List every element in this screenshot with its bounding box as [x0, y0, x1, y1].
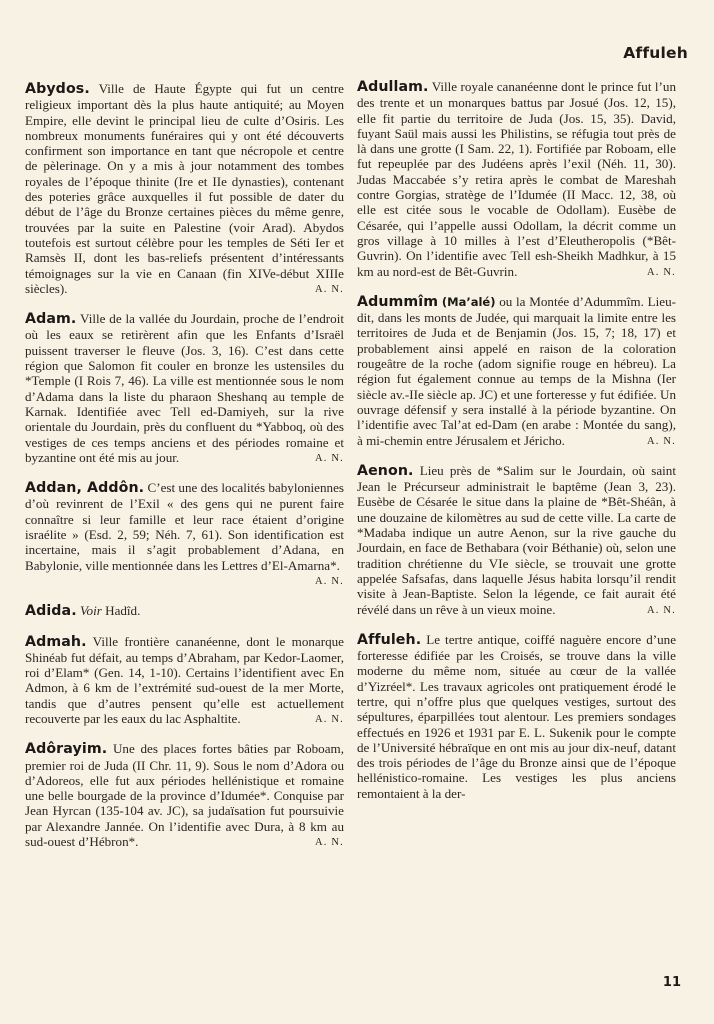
entry-adullam [357, 79, 676, 280]
author-signature: A. N. [646, 435, 676, 447]
entry-admah [25, 634, 344, 728]
headword: Adida. [25, 603, 77, 620]
entry-text: Une des places fortes bâties par Roboam, premier roi de Juda (II Chr. 11, 9). Sous le nom d’Adora ou d’Adoreos, elle fut aux périodes hellénistique et romaine une belle bourgade de la province d’Idumée*. Conquise par Jean Hyrcan (135-104 av. JC), sa judaïsation fut poursuivie par Alexandre Jannée. On l’identifie avec Dura, à 8 km au sud-ouest d’Hébron*. [25, 741, 344, 850]
entry-text: ou la Montée d’Adummîm. Lieu-dit, dans les monts de Judée, qui marquait la limite entre les territoires de Juda et de Benjamin (Jos. 15, 7; 18, 17) et probablement ainsi appelé en raison de la coloration rougeâtre de la roche (adom signifie rouge en hébreu). La région fut également connue au temps de la Mishna (Ier siècle av.-IIe siècle ap. JC) et une forteresse y fut édifiée. Un ouvrage défensif y sera installé à la période byzantine. On l’identifie avec Tal’at ed-Dam (en arabe : Montée du sang), à mi-chemin entre Jérusalem et Jéricho. [357, 293, 676, 448]
entry-abydos [25, 81, 344, 297]
author-signature: A. N. [646, 604, 676, 616]
headword: Admah. [25, 633, 87, 650]
headword: Adullam. [357, 79, 429, 95]
entry-text: C’est une des localités babyloniennes d’où revinrent de l’Exil « des gens qui ne purent faire connaître si leur famille et leur race étaient d’origine israélite » (Esd. 2, 59; Néh. 7, 61). Son identification est incertaine, mais il s’agit probablement d’Adana, en Babylonie, ville mentionnée dans les Lettres d’El-Amarna*. [25, 480, 344, 573]
entry-aenon [357, 463, 676, 618]
page-number: 11 [662, 975, 681, 990]
author-signature: A. N. [646, 266, 676, 278]
entry-adida [25, 603, 344, 619]
author-signature: A. N. [314, 837, 344, 849]
headword: Aenon. [357, 462, 414, 479]
headword: Adôrayim. [25, 741, 108, 758]
entry-text: Lieu près de *Salim sur le Jourdain, où saint Jean le Précurseur administrait le baptême (Jean 3, 23). Eusèbe de Césarée le situe dans la plaine de *Bêt-Shéân, à une douzaine de kilomètres au sud de cette ville. La carte de *Madaba indique un autre Aenon, sur la rive gauche du Jourdain, en face de Bethabara (voir Béthanie) où, selon une tradition chrétienne du VIe siècle, se trouvait une grotte appelée Safsafas, dans laquelle Jésus habita lorsqu’il rendit visite à Jean-Baptiste. Selon la légende, ce fait aurait été révélé dans un rêve à un vieux moine. [357, 462, 676, 617]
left-column [25, 81, 344, 864]
entry-text: Ville frontière cananéenne, dont le monarque Shinéab fut défait, au temps d’Abraham, par Kedor-Laomer, roi d’Elam* (Gen. 14, 1-10). Certains l’identifient avec En Admon, à 6 km de l’extrémité sud-ouest de la mer Morte, tandis que d’autres pensent qu’elle est actuellement recouverte par les eaux du lac Asphaltite. [25, 633, 344, 726]
entry-addan [25, 480, 344, 589]
headword: Adummîm [357, 293, 439, 310]
cross-reference-link[interactable]: Hadîd. [105, 603, 141, 619]
entry-adummim [357, 294, 676, 449]
entry-text: Ville de la vallée du Jourdain, proche de l’endroit où les eaux se retirèrent afin que les Enfants d’Israël puissent traverser le fleuve (Jos. 3, 16). C’est dans cette région que Salomon fit couler en bronze les ustensiles du *Temple (I Rois 7, 46). La ville est mentionnée sous le nom d’Adama dans la liste du pharaon Sheshanq au temple de Karnak. Identifiée avec Tell ed-Damiyeh, sur la rive orientale du Jourdain, près du confluent du *Yabboq, où des vestiges de ces temps anciens et des périodes romaine et byzantine ont été mis au jour. [25, 311, 344, 465]
entry-adam [25, 311, 344, 466]
entry-text: Ville royale cananéenne dont le prince fut l’un des trente et un monarques battus par Josué (Jos. 12, 15), elle fit partie du territoire de Juda (Jos. 15, 35). David, fuyant Saül mais aussi les Philistins, se réfugia tout près de là dans une grotte (I Sam. 22, 1). Fortifiée par Roboam, elle fut repeuplée par des Judéens après l’exil (Néh. 11, 30). Judas Maccabée s’y retira après le combat de Mareshah contre Gorgias, stratège de l’Idumée (II Macc. 12, 38, où elle est citée sous le vocable de Odollam). Eusèbe de Césarée, qui l’appelle aussi Odollam, la décrit comme un gros village à 10 milles à l’est d’Eleutheropolis (*Bêt-Guvrin). On l’identifie avec Tell esh-Sheikh Madhkur, à 15 km au nord-est de Bêt-Guvrin. [357, 79, 676, 279]
author-signature: A. N. [314, 452, 344, 464]
right-column [357, 79, 676, 815]
headword: Addan, Addôn. [25, 480, 145, 497]
author-signature: A. N. [314, 283, 344, 295]
headword: Affuleh. [357, 631, 422, 648]
running-head: Affuleh [623, 44, 688, 62]
author-signature: A. N. [314, 713, 344, 725]
author-signature: A. N. [314, 575, 344, 587]
headword-qualifier: (Ma’alé) [441, 294, 496, 309]
entry-affuleh [357, 632, 676, 801]
headword: Abydos. [25, 81, 90, 97]
entry-adorayim [25, 741, 344, 850]
voir-label: Voir [80, 603, 102, 619]
headword: Adam. [25, 311, 77, 328]
entry-text: Le tertre antique, coiffé naguère encore d’une forteresse édifiée par les Croisés, se trouve dans la ville moderne du même nom, située au cœur de la vallée d’Yizréel*. Les travaux agricoles ont pratiquement érodé le tertre, qui n’offre plus que quelques vestiges, surtout des sépultures, éparpillées tout alentour. Les premiers sondages effectués en 1926 et 1931 par E. L. Sukenik pour le compte de l’Université hébraïque en ont mis au jour dix-neuf, datant des trois périodes de l’âge du Bronze ainsi que de l’époque hellénistico-romaine. Les vestiges les plus anciens remontaient à la der- [357, 631, 677, 801]
entry-text: Ville de Haute Égypte qui fut un centre religieux important dès la plus haute antiquité; au Moyen Empire, elle devint le principal lieu de culte d’Osiris. Les nombreux monuments funéraires qui y ont été découverts confirment son importance en tant que nécropole et centre de pèlerinage. On y a mis à jour notamment des tombes royales de l’époque thinite (Ire et IIe dynasties), contenant des poteries grâce auxquelles il fut possible de dater du début de l’âge du Bronze certaines pièces du même genre, trouvées par la suite en Palestine (voir Arad). Abydos toutefois est surtout célèbre pour les temples de Séti Ier et Ramsès II, dont les bas-reliefs présentent d’intéressants témoignages sur la vie en Canaan (fin XIVe-début XIIIe siècles). [25, 81, 344, 296]
